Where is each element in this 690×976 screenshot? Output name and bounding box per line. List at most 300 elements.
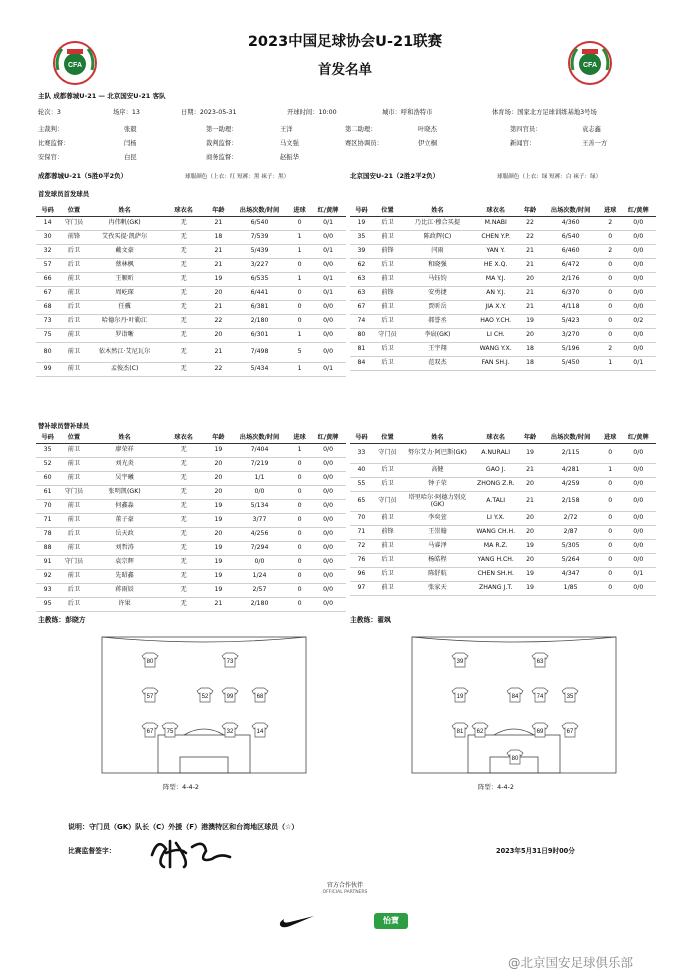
table-cell: 前卫: [59, 458, 89, 472]
table-cell: 1/1: [230, 472, 289, 486]
table-row: [36, 315, 346, 329]
table-cell: 0/0: [621, 554, 656, 568]
table-cell: 70: [36, 500, 59, 514]
table-cell: 0/0: [621, 259, 656, 273]
table-cell: 0/0: [310, 444, 346, 458]
table-cell: 0: [600, 444, 621, 464]
table-cell: 前卫: [373, 301, 402, 315]
table-row: [350, 526, 656, 540]
column-header: 号码: [350, 433, 373, 444]
table-cell: 67: [36, 287, 59, 301]
table-cell: 1: [289, 444, 310, 458]
table-cell: 0/0: [310, 472, 346, 486]
away-team-name: 北京国安U-21（2胜2平2负）: [350, 172, 440, 180]
table-cell: 21: [519, 259, 542, 273]
cfa-logo-left: [52, 40, 98, 86]
table-row: [36, 570, 346, 584]
table-cell: 0/0: [621, 343, 656, 357]
table-cell: 2/115: [541, 444, 599, 464]
table-cell: 32: [36, 245, 59, 259]
table-cell: 李奕萱: [402, 512, 473, 526]
table-cell: 20: [207, 329, 230, 343]
table-row: [36, 556, 346, 570]
table-cell: 35: [36, 444, 59, 458]
table-cell: 76: [350, 554, 373, 568]
table-cell: 68: [36, 301, 59, 315]
table-cell: 无: [160, 570, 206, 584]
info-label: 比赛监督：: [38, 140, 70, 147]
column-header: 年龄: [207, 206, 230, 217]
table-row: [350, 464, 656, 478]
table-cell: 19: [207, 500, 230, 514]
column-header: 红/黄牌: [310, 433, 346, 444]
info-round: 轮次：3: [38, 109, 61, 116]
table-row: [350, 329, 656, 343]
table-cell: 5/305: [541, 540, 599, 554]
player-number: 62: [476, 729, 484, 735]
player-number: 75: [166, 729, 174, 735]
table-cell: 后卫: [59, 245, 89, 259]
table-cell: 52: [36, 458, 59, 472]
table-cell: 20: [519, 512, 542, 526]
table-cell: 何鑫淼: [89, 500, 161, 514]
column-header: 红/黄牌: [621, 433, 656, 444]
column-header: 姓名: [89, 206, 161, 217]
table-cell: 艾孜买提·凯萨尔: [89, 231, 161, 245]
table-cell: 守门员: [59, 556, 89, 570]
table-cell: 1: [600, 464, 621, 478]
table-cell: 前卫: [59, 329, 89, 343]
table-header: [36, 206, 346, 217]
table-cell: 前卫: [373, 231, 402, 245]
table-cell: 57: [36, 259, 59, 273]
player-number: 69: [536, 729, 544, 735]
table-cell: 0: [289, 556, 310, 570]
table-cell: 74: [350, 315, 373, 329]
starters-section-label: 首发球员首发球员: [38, 190, 90, 198]
table-cell: 前卫: [59, 287, 89, 301]
table-cell: 后卫: [373, 343, 402, 357]
info-label: 第一助理：: [206, 126, 238, 133]
info-value: 白昆: [124, 154, 137, 161]
table-cell: 3/227: [230, 259, 289, 273]
table-cell: 0: [600, 568, 621, 582]
table-cell: 无: [160, 245, 206, 259]
coach-label: 主教练：: [350, 616, 378, 624]
table-cell: 19: [207, 584, 230, 598]
column-header: 球衣名: [160, 433, 206, 444]
table-cell: 后卫: [59, 259, 89, 273]
table-cell: 0/0: [310, 458, 346, 472]
table-cell: 1: [289, 231, 310, 245]
table-cell: 0: [289, 598, 310, 612]
table-cell: 75: [36, 329, 59, 343]
table-cell: 0/1: [310, 217, 346, 231]
table-cell: 张家天: [402, 582, 473, 596]
home-coach: [38, 614, 86, 624]
table-cell: GAO J.: [473, 464, 519, 478]
table-cell: 李宸(GK): [402, 329, 473, 343]
supervisor-signature: [146, 833, 236, 873]
column-header: 号码: [350, 206, 373, 217]
table-cell: 前卫: [59, 444, 89, 458]
table-row: [36, 287, 346, 301]
info-value: 伊立桐: [418, 140, 437, 147]
player-number: 99: [226, 694, 234, 700]
table-cell: 王顺昕: [89, 273, 161, 287]
table-cell: 前锋: [373, 526, 402, 540]
table-cell: 0/0: [621, 478, 656, 492]
logo-text: CFA: [583, 62, 597, 69]
table-cell: 0: [289, 528, 310, 542]
table-cell: 0: [289, 315, 310, 329]
table-cell: 0: [289, 570, 310, 584]
table-cell: 21: [207, 301, 230, 315]
info-label: 赛区协调员：: [345, 140, 383, 147]
table-cell: 6/472: [541, 259, 599, 273]
player-number: 84: [511, 694, 519, 700]
table-cell: 40: [350, 464, 373, 478]
table-cell: 无: [160, 329, 206, 343]
table-cell: 守门员: [373, 492, 402, 512]
info-stadium: 体育场：国家北方足球训练基地3号场: [492, 109, 597, 116]
table-cell: 96: [350, 568, 373, 582]
table-cell: 1: [289, 329, 310, 343]
table-cell: 许果: [89, 598, 161, 612]
table-cell: 97: [350, 582, 373, 596]
table-cell: 0/0: [621, 526, 656, 540]
table-cell: 19: [519, 540, 542, 554]
table-cell: 80: [36, 343, 59, 363]
table-cell: 20: [519, 478, 542, 492]
table-cell: 19: [207, 570, 230, 584]
column-header: 球衣名: [473, 433, 519, 444]
table-cell: 无: [160, 273, 206, 287]
table-cell: 95: [36, 598, 59, 612]
table-cell: JIA X.Y.: [473, 301, 519, 315]
page-title: 2023中国足球协会U-21联赛: [247, 34, 443, 50]
table-cell: 14: [36, 217, 59, 231]
table-cell: ZHANG J.T.: [473, 582, 519, 596]
table-cell: 2/87: [541, 526, 599, 540]
table-cell: 6/460: [541, 245, 599, 259]
table-cell: 5/423: [541, 315, 599, 329]
table-cell: 后卫: [59, 528, 89, 542]
table-cell: 蔡林枫: [89, 259, 161, 273]
table-cell: 0/0: [621, 464, 656, 478]
table-cell: 99: [36, 363, 59, 377]
table-cell: 84: [350, 357, 373, 371]
table-cell: 2/158: [541, 492, 599, 512]
table-cell: 0/0: [310, 584, 346, 598]
table-cell: 乃比江·穆合买提: [402, 217, 473, 231]
table-cell: 0/1: [310, 245, 346, 259]
table-cell: 守门员: [59, 486, 89, 500]
table-cell: 0: [600, 582, 621, 596]
table-cell: 0/0: [621, 217, 656, 231]
away-kit: 球服颜色（上衣：绿 短裤：白 袜子：绿）: [497, 174, 602, 180]
legend-note: 说明：守门员（GK）队长（C）外援（F）港澳特区和台湾地区球员（☆）: [68, 823, 299, 831]
table-row: [350, 492, 656, 512]
table-cell: 后卫: [373, 357, 402, 371]
table-cell: 20: [207, 528, 230, 542]
info-date: 日期：2023-05-31: [181, 109, 237, 116]
away-formation: 阵型：4-4-2: [478, 783, 514, 791]
table-cell: 守门员: [373, 329, 402, 343]
table-cell: 20: [519, 554, 542, 568]
info-kickoff: 开球时间：10:00: [287, 109, 337, 116]
table-cell: 依木然江·艾尼瓦尔: [89, 343, 161, 363]
table-cell: 61: [36, 486, 59, 500]
table-cell: 0/0: [621, 287, 656, 301]
table-cell: 2/180: [230, 315, 289, 329]
table-row: [36, 584, 346, 598]
table-cell: 7/498: [230, 343, 289, 363]
home-formation-pitch: [100, 635, 308, 775]
table-cell: A.NURALI: [473, 444, 519, 464]
home-starters-table: [36, 206, 346, 377]
table-cell: 无: [160, 363, 206, 377]
table-cell: 19: [207, 542, 230, 556]
table-cell: 81: [350, 343, 373, 357]
column-header: 进球: [600, 206, 621, 217]
table-cell: LI Y.X.: [473, 512, 519, 526]
column-header: 年龄: [519, 433, 542, 444]
table-cell: CHEN Y.P.: [473, 231, 519, 245]
table-row: [36, 528, 346, 542]
partners-label: 官方合作伙伴: [326, 882, 363, 889]
table-row: [350, 301, 656, 315]
home-kit: 球服颜色（上衣：红 短裤：黑 袜子：黑）: [185, 174, 290, 180]
column-header: 号码: [36, 206, 59, 217]
table-cell: 30: [36, 231, 59, 245]
table-cell: 21: [207, 343, 230, 363]
table-cell: 0: [289, 486, 310, 500]
player-number: 63: [536, 659, 544, 665]
table-cell: 70: [350, 512, 373, 526]
table-cell: 0: [289, 472, 310, 486]
table-cell: 1/24: [230, 570, 289, 584]
table-cell: MA Y.J.: [473, 273, 519, 287]
table-cell: M.NABI: [473, 217, 519, 231]
table-cell: 袁宗辉: [89, 556, 161, 570]
table-cell: 董子豪: [89, 514, 161, 528]
table-cell: 0: [600, 315, 621, 329]
table-cell: 6/535: [230, 273, 289, 287]
info-label: 商务监督：: [206, 154, 238, 161]
table-cell: 郝誉丞: [402, 315, 473, 329]
coach-name: 翟飒: [377, 616, 391, 624]
table-cell: 63: [350, 273, 373, 287]
table-cell: 19: [519, 315, 542, 329]
table-cell: 0/0: [310, 486, 346, 500]
table-cell: 贾昕岳: [402, 301, 473, 315]
column-header: 红/黄牌: [310, 206, 346, 217]
table-cell: 62: [350, 259, 373, 273]
table-cell: 0: [600, 526, 621, 540]
table-cell: 19: [207, 556, 230, 570]
table-cell: 20: [207, 458, 230, 472]
table-cell: 66: [36, 273, 59, 287]
table-row: [350, 478, 656, 492]
table-row: [350, 315, 656, 329]
table-cell: 0/0: [621, 492, 656, 512]
column-header: 姓名: [89, 433, 161, 444]
table-row: [350, 273, 656, 287]
table-cell: 冉伟帆(GK): [89, 217, 161, 231]
table-cell: 0/1: [310, 273, 346, 287]
table-cell: 19: [207, 514, 230, 528]
table-cell: 守门员: [373, 444, 402, 464]
table-cell: 0/1: [621, 357, 656, 371]
table-row: [350, 343, 656, 357]
column-header: 位置: [59, 206, 89, 217]
table-cell: 戴文豪: [89, 245, 161, 259]
player-number: 81: [456, 729, 464, 735]
logo-text: CFA: [68, 62, 82, 69]
cfa-logo-right: [567, 40, 613, 86]
table-cell: 后卫: [59, 301, 89, 315]
table-cell: 7/294: [230, 542, 289, 556]
table-cell: FAN SH.J.: [473, 357, 519, 371]
table-cell: 后卫: [373, 568, 402, 582]
table-cell: 18: [519, 343, 542, 357]
table-cell: 6/540: [541, 231, 599, 245]
table-cell: 0/0: [310, 542, 346, 556]
info-value: 王洋: [280, 126, 293, 133]
table-cell: 0/0: [621, 540, 656, 554]
player-number: 35: [566, 694, 574, 700]
table-cell: 任骥: [89, 301, 161, 315]
table-cell: WANG CH.H.: [473, 526, 519, 540]
table-cell: 5/434: [230, 363, 289, 377]
table-cell: 前卫: [59, 343, 89, 363]
table-cell: YAN Y.: [473, 245, 519, 259]
table-cell: LI CH.: [473, 329, 519, 343]
table-cell: 高健: [402, 464, 473, 478]
table-cell: 3/270: [541, 329, 599, 343]
table-cell: 0/0: [621, 301, 656, 315]
table-header: [36, 433, 346, 444]
table-cell: 先昭鑫: [89, 570, 161, 584]
info-label: 裁判监督：: [206, 140, 238, 147]
table-cell: 35: [350, 231, 373, 245]
table-row: [350, 217, 656, 231]
table-cell: 5: [289, 343, 310, 363]
table-cell: 0/0: [621, 231, 656, 245]
table-cell: 78: [36, 528, 59, 542]
table-row: [36, 486, 346, 500]
sign-label: 比赛监督签字：: [68, 847, 116, 855]
table-cell: 0: [600, 287, 621, 301]
table-cell: 5/439: [230, 245, 289, 259]
table-cell: 岳天政: [89, 528, 161, 542]
player-number: 39: [456, 659, 464, 665]
table-row: [350, 245, 656, 259]
table-cell: 0/0: [310, 514, 346, 528]
table-cell: 0/1: [621, 568, 656, 582]
table-row: [350, 554, 656, 568]
table-cell: 0: [600, 329, 621, 343]
table-cell: 20: [519, 329, 542, 343]
home-team-name: 成都蓉城U-21（5胜0平2负）: [38, 172, 128, 180]
table-cell: 前锋: [373, 287, 402, 301]
table-cell: 0: [289, 584, 310, 598]
table-cell: 1: [289, 273, 310, 287]
table-cell: 20: [519, 273, 542, 287]
column-header: 出场次数/时间: [541, 433, 599, 444]
table-cell: 19: [519, 444, 542, 464]
table-row: [36, 231, 346, 245]
table-cell: 无: [160, 287, 206, 301]
table-cell: 前卫: [59, 542, 89, 556]
table-cell: 21: [519, 464, 542, 478]
table-cell: 后卫: [373, 315, 402, 329]
column-header: 年龄: [207, 433, 230, 444]
table-cell: 22: [519, 231, 542, 245]
table-cell: 22: [519, 217, 542, 231]
column-header: 球衣名: [160, 206, 206, 217]
table-cell: 71: [350, 526, 373, 540]
table-cell: 88: [36, 542, 59, 556]
away-starters-table: [350, 206, 656, 371]
table-cell: 0/0: [621, 245, 656, 259]
table-row: [36, 217, 346, 231]
table-cell: 22: [207, 315, 230, 329]
table-cell: 21: [519, 301, 542, 315]
table-cell: 21: [207, 245, 230, 259]
column-header: 位置: [59, 433, 89, 444]
table-header: [350, 206, 656, 217]
player-number: 74: [536, 694, 544, 700]
table-cell: 无: [160, 500, 206, 514]
table-cell: 塔里哈尔·阿德力别克(GK): [402, 492, 473, 512]
column-header: 进球: [289, 433, 310, 444]
table-cell: HE X.Q.: [473, 259, 519, 273]
table-header: [350, 433, 656, 444]
table-cell: 无: [160, 528, 206, 542]
table-cell: 王宇翔: [402, 343, 473, 357]
table-cell: 无: [160, 444, 206, 458]
table-cell: 0/2: [621, 315, 656, 329]
table-cell: 5/450: [541, 357, 599, 371]
table-row: [36, 598, 346, 612]
table-cell: 后卫: [373, 554, 402, 568]
table-cell: 5/196: [541, 343, 599, 357]
table-cell: 7/539: [230, 231, 289, 245]
table-cell: 0: [600, 231, 621, 245]
table-cell: 罗诣晰: [89, 329, 161, 343]
table-cell: 2/180: [230, 598, 289, 612]
table-row: [36, 514, 346, 528]
table-cell: 0: [600, 492, 621, 512]
table-cell: 20: [207, 472, 230, 486]
info-value: 赵振华: [280, 154, 299, 161]
table-cell: 0/0: [310, 231, 346, 245]
table-cell: 安勇捷: [402, 287, 473, 301]
table-cell: 1/85: [541, 582, 599, 596]
table-cell: 60: [36, 472, 59, 486]
table-cell: 0: [600, 478, 621, 492]
info-value: 叶晓杰: [418, 126, 437, 133]
info-value: 张毅: [124, 126, 137, 133]
table-cell: 72: [350, 540, 373, 554]
table-cell: 2/72: [541, 512, 599, 526]
table-row: [36, 329, 346, 343]
table-cell: 4/360: [541, 217, 599, 231]
player-number: 14: [256, 729, 264, 735]
table-row: [36, 444, 346, 458]
